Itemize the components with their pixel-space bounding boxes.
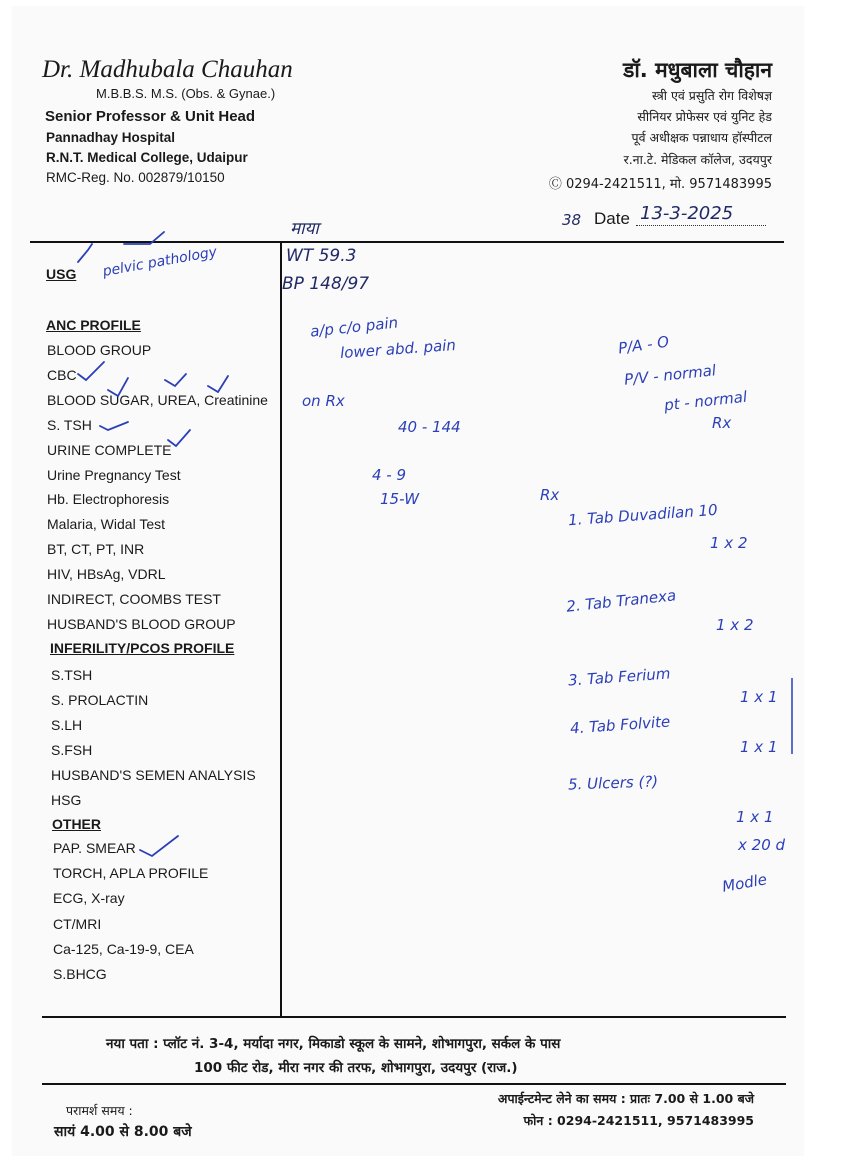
exam-note-4: Rx	[712, 414, 732, 432]
test-item: BT, CT, PT, INR	[47, 541, 145, 558]
address-line-1: नया पता : प्लॉट नं. 3-4, मर्यादा नगर, मिकाडो स्कूल के सामने, शोभागपुरा, सर्कल के पास	[106, 1036, 561, 1052]
test-item: Hb. Electrophoresis	[47, 491, 170, 508]
rx-duration-5: x 20 d	[738, 836, 786, 854]
patient-name: माया	[290, 219, 319, 239]
test-item: Ca-125, Ca-19-9, CEA	[53, 940, 194, 957]
check-mark-urea	[165, 374, 186, 386]
test-item: S. PROLACTIN	[51, 692, 149, 708]
phone-hindi: Ⓒ 0294-2421511, मो. 9571483995	[548, 177, 772, 192]
test-item: TORCH, APLA PROFILE	[53, 865, 209, 882]
rx-bracket	[786, 676, 796, 756]
followup-note-1: 4 - 9	[372, 466, 407, 484]
check-mark-pap	[140, 836, 178, 856]
consultation-time: सायं 4.00 से 8.00 बजे	[54, 1124, 192, 1140]
rx-line-3: 3. Tab Ferium	[567, 664, 671, 690]
rx-dose-2: 1 x 2	[716, 616, 754, 634]
doctor-signature: Modle	[720, 870, 769, 896]
rx-dose-5: 1 x 1	[736, 808, 774, 826]
rx-dose-1: 1 x 2	[710, 534, 748, 552]
weight-note: WT 59.3	[286, 246, 357, 266]
test-item: PAP. SMEAR	[53, 840, 136, 856]
former-post-hindi: पूर्व अधीक्षक पन्नाधाय हॉस्पीटल	[631, 130, 772, 145]
test-item: HIV, HBsAg, VDRL	[47, 566, 166, 583]
rx-line-2: 2. Tab Tranexa	[565, 586, 677, 616]
doctor-name-english: Dr. Madhubala Chauhan	[42, 56, 293, 83]
test-item: HUSBAND'S BLOOD GROUP	[47, 615, 236, 632]
test-item: Urine Pregnancy Test	[47, 466, 181, 483]
usg-handwritten-note: pelvic pathology	[101, 244, 219, 280]
infertility-profile-title: INFERILITY/PCOS PROFILE	[50, 640, 235, 656]
rx-line-4: 4. Tab Folvite	[569, 712, 671, 738]
other-tests-title: OTHER	[52, 816, 101, 832]
check-mark-urine	[168, 430, 190, 446]
complaint-note-1: a/p c/o pain	[309, 313, 399, 341]
test-item: Malaria, Widal Test	[47, 516, 166, 533]
footer-phone: फोन : 0294-2421511, 9571483995	[523, 1113, 754, 1128]
test-item: ECG, X-ray	[53, 890, 125, 907]
registration-number: RMC-Reg. No. 002879/10150	[46, 170, 225, 185]
exam-note-1: P/A - O	[616, 332, 671, 358]
test-item: HUSBAND'S SEMEN ANALYSIS	[51, 767, 256, 783]
test-item: S.BHCG	[53, 966, 107, 982]
test-item: S.FSH	[51, 742, 93, 758]
check-mark-sugar	[108, 378, 128, 396]
rx-symbol: Rx	[540, 486, 560, 504]
complaint-note-2: lower abd. pain	[339, 335, 457, 363]
doctor-name-hindi: डॉ. मधुबाला चौहान	[623, 58, 772, 82]
date-value: 13-3-2025	[640, 203, 734, 224]
exam-note-2: P/V - normal	[623, 361, 717, 389]
test-item: HSG	[51, 792, 82, 808]
rx-dose-4: 1 x 1	[740, 738, 778, 756]
anc-profile-title: ANC PROFILE	[46, 317, 141, 333]
college-hindi: र.ना.टे. मेडिकल कॉलेज, उदयपुर	[623, 152, 772, 167]
test-item: URINE COMPLETE	[47, 441, 172, 458]
treatment-note-1: on Rx	[302, 392, 345, 410]
check-mark-cbc	[78, 362, 104, 380]
test-item: CT/MRI	[53, 915, 102, 932]
rx-dose-3: 1 x 1	[740, 688, 778, 706]
rx-line-5: 5. Ulcers (?)	[567, 772, 659, 794]
consultation-label: परामर्श समय :	[66, 1103, 133, 1118]
appointment-time: अपाईन्टमेन्ट लेने का समय : प्रातः 7.00 से 1.00 बजे	[497, 1091, 754, 1106]
test-item: INDIRECT, COOMBS TEST	[47, 591, 221, 607]
test-item: S.TSH	[51, 667, 93, 683]
check-mark-top	[124, 232, 164, 244]
speciality-hindi: स्त्री एवं प्रसुति रोग विशेषज्ञ	[652, 88, 772, 103]
usg-label: USG	[46, 266, 77, 282]
check-mark-creatinine	[208, 376, 228, 392]
check-mark-usg	[78, 244, 92, 262]
test-item: S.LH	[51, 717, 83, 733]
test-item: CBC	[47, 366, 77, 383]
hospital-name: Pannadhay Hospital	[46, 130, 176, 145]
check-mark-tsh	[100, 422, 128, 430]
treatment-note-2: 40 - 144	[398, 418, 461, 436]
test-item: S. TSH	[47, 416, 92, 433]
rx-line-1: 1. Tab Duvadilan 10	[567, 500, 719, 530]
test-item: BLOOD GROUP	[47, 342, 152, 358]
followup-note-2: 15-W	[380, 490, 420, 508]
blood-pressure-note: BP 148/97	[282, 274, 370, 294]
date-label: Date	[594, 209, 630, 228]
doctor-degrees: M.B.B.S. M.S. (Obs. & Gynae.)	[96, 86, 276, 101]
visit-number: 38	[562, 211, 582, 229]
address-line-2: 100 फीट रोड, मीरा नगर की तरफ, शोभागपुरा, उदयपुर (राज.)	[194, 1060, 518, 1076]
exam-note-3: pt - normal	[663, 387, 748, 415]
designation-hindi: सीनियर प्रोफेसर एवं युनिट हेड	[637, 109, 772, 124]
college-name: R.N.T. Medical College, Udaipur	[46, 150, 248, 165]
doctor-designation: Senior Professor & Unit Head	[45, 108, 256, 125]
test-item: BLOOD SUGAR, UREA, Creatinine	[47, 391, 268, 408]
